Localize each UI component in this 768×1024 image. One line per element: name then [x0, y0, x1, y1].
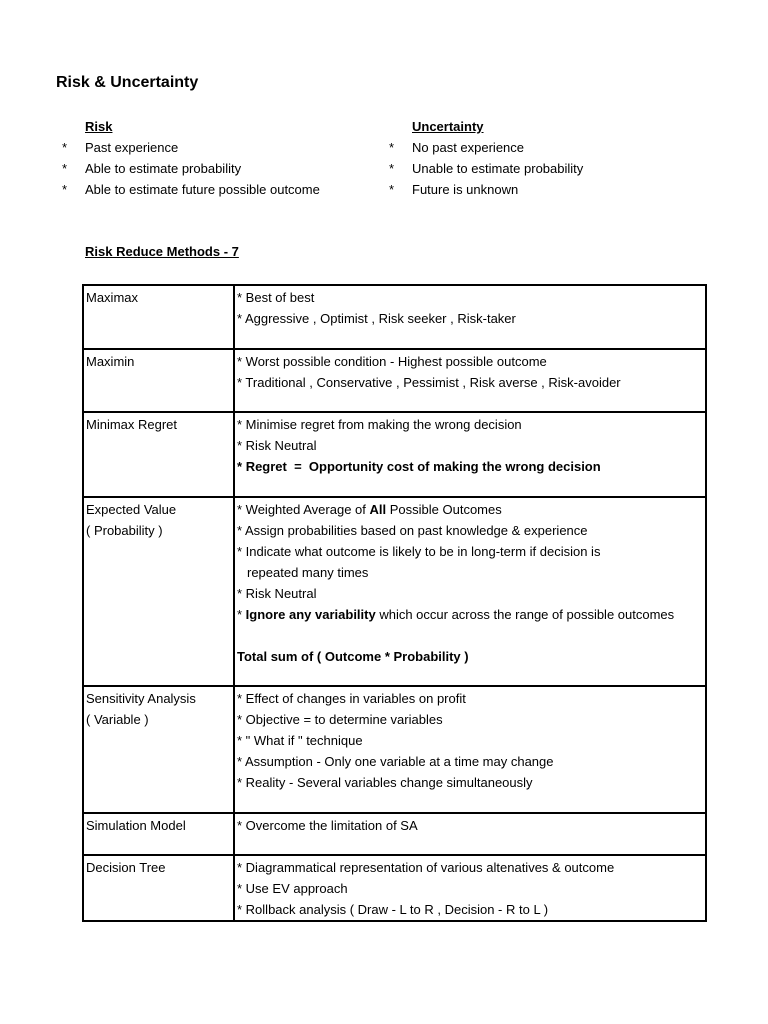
- method-name-cell: [83, 813, 234, 855]
- risk-item-text: Able to estimate probability: [85, 161, 242, 176]
- desc-line: * Overcome the limitation of SA: [237, 818, 418, 833]
- page-title: Risk & Uncertainty: [56, 74, 199, 91]
- list-item: [62, 137, 320, 158]
- ev-formula: Total sum of ( Outcome * Probability ): [237, 649, 469, 664]
- list-item: [62, 158, 320, 179]
- table-row: [83, 285, 706, 349]
- table-row: [83, 855, 706, 921]
- uncertainty-column: [389, 117, 583, 200]
- desc-line: * Rollback analysis ( Draw - L to R , Decision - R to L ): [237, 902, 549, 917]
- risk-heading: Risk: [85, 119, 113, 134]
- table-row: [83, 686, 706, 813]
- desc-line: * Risk Neutral: [237, 438, 317, 453]
- method-desc-cell: [234, 285, 706, 349]
- table-row: [83, 412, 706, 497]
- desc-line: * Indicate what outcome is likely to be in long-term if decision is: [237, 544, 601, 559]
- method-name-cell: [83, 855, 234, 921]
- desc-line: * Traditional , Conservative , Pessimist , Risk averse , Risk-avoider: [237, 375, 621, 390]
- method-name-cell: [83, 285, 234, 349]
- bold-star: *: [237, 459, 243, 474]
- method-desc-cell: [234, 686, 706, 813]
- desc-text: which occur across the range of possible outcomes: [375, 607, 675, 622]
- bullet: *: [389, 182, 395, 197]
- desc-line: * " What if " technique: [237, 733, 363, 748]
- desc-text: Possible Outcomes: [386, 502, 502, 517]
- desc-line: * Risk Neutral: [237, 586, 317, 601]
- method-desc-cell: [234, 497, 706, 686]
- method-name: Decision Tree: [86, 860, 166, 875]
- method-desc-cell: [234, 855, 706, 921]
- method-name: Maximin: [86, 354, 135, 369]
- table-row: [83, 497, 706, 686]
- list-item: [389, 158, 583, 179]
- risk-item-text: Able to estimate future possible outcome: [85, 182, 320, 197]
- list-item: [62, 179, 320, 200]
- method-name: Simulation Model: [86, 818, 186, 833]
- desc-line: [237, 604, 702, 625]
- method-name: Maximax: [86, 290, 139, 305]
- uncertainty-item-text: No past experience: [412, 140, 525, 155]
- desc-line: * Effect of changes in variables on profit: [237, 691, 466, 706]
- risk-item-text: Past experience: [85, 140, 179, 155]
- method-desc-cell: [234, 412, 706, 497]
- method-subname: ( Variable ): [86, 712, 149, 727]
- desc-line: * Use EV approach: [237, 881, 348, 896]
- method-name: Expected Value: [86, 502, 177, 517]
- method-desc-cell: [234, 813, 706, 855]
- desc-line: * Worst possible condition - Highest possible outcome: [237, 354, 547, 369]
- desc-line: * Reality - Several variables change simultaneously: [237, 775, 533, 790]
- method-name-cell: [83, 686, 234, 813]
- bullet: *: [62, 182, 68, 197]
- methods-table: [82, 284, 707, 922]
- desc-line: [237, 499, 702, 520]
- method-desc-cell: [234, 349, 706, 412]
- desc-line-bold: [237, 456, 702, 477]
- desc-line: * Minimise regret from making the wrong decision: [237, 417, 522, 432]
- method-name-cell: [83, 497, 234, 686]
- desc-line: * Diagrammatical representation of various altenatives & outcome: [237, 860, 615, 875]
- uncertainty-item-text: Unable to estimate probability: [412, 161, 584, 176]
- desc-line: * Best of best: [237, 290, 315, 305]
- bullet: *: [389, 161, 395, 176]
- list-item: [389, 179, 583, 200]
- uncertainty-item-text: Future is unknown: [412, 182, 519, 197]
- desc-line: * Assumption - Only one variable at a time may change: [237, 754, 554, 769]
- spacer: [237, 625, 702, 646]
- bullet: *: [62, 161, 68, 176]
- table-row: [83, 349, 706, 412]
- desc-line: repeated many times: [247, 565, 369, 580]
- method-name-cell: [83, 412, 234, 497]
- risk-column: [62, 117, 320, 200]
- method-name: Minimax Regret: [86, 417, 178, 432]
- desc-line: * Objective = to determine variables: [237, 712, 443, 727]
- desc-text: *: [237, 607, 246, 622]
- table-row: [83, 813, 706, 855]
- regret-definition: Regret = Opportunity cost of making the wrong decision: [245, 459, 601, 474]
- bullet: *: [62, 140, 68, 155]
- bullet: *: [389, 140, 395, 155]
- desc-line: * Aggressive , Optimist , Risk seeker , Risk-taker: [237, 311, 516, 326]
- method-subname: ( Probability ): [86, 523, 163, 538]
- desc-bold: Ignore any variability: [245, 607, 376, 622]
- uncertainty-heading: Uncertainty: [412, 119, 484, 134]
- methods-title: Risk Reduce Methods - 7: [85, 244, 239, 259]
- desc-bold: All: [369, 502, 387, 517]
- desc-line: * Assign probabilities based on past knowledge & experience: [237, 523, 588, 538]
- desc-text: * Weighted Average of: [237, 502, 370, 517]
- method-name: Sensitivity Analysis: [86, 691, 196, 706]
- list-item: [389, 137, 583, 158]
- method-name-cell: [83, 349, 234, 412]
